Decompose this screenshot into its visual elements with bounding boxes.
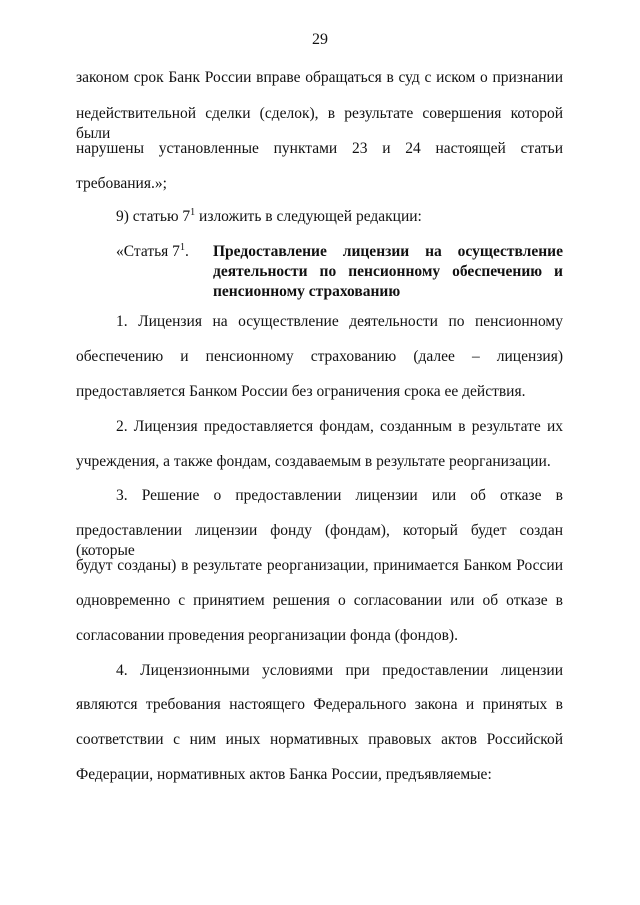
paragraph-line: 2. Лицензия предоставляется фондам, созданным в результате их [116,418,563,435]
paragraph-line: согласовании проведения реорганизации фонда (фондов). [76,627,458,644]
paragraph-line: 1. Лицензия на осуществление деятельности по пенсионному [116,313,563,330]
article-title-line: деятельности по пенсионному обеспечению и [213,263,563,280]
amendment-item-9 [116,207,563,227]
paragraph-line: обеспечению и пенсионному страхованию (далее – лицензия) [76,348,563,365]
paragraph-line: соответствии с ним иных нормативных правовых актов Российской [76,731,563,748]
paragraph-line: будут созданы) в результате реорганизации, принимается Банком России [76,557,563,574]
paragraph-line: учреждения, а также фондам, создаваемым в результате реорганизации. [76,453,551,470]
paragraph-line: одновременно с принятием решения о согласовании или об отказе в [76,592,563,609]
paragraph-line: 3. Решение о предоставлении лицензии или об отказе в [116,487,563,504]
text-line: требования.»; [76,175,167,192]
article-label-end: . [184,243,189,260]
amendment-item-text: изложить в следующей редакции: [195,208,422,225]
article-label [116,242,189,262]
superscript: 1 [179,241,185,253]
article-title-line: Предоставление лицензии на осуществление [213,243,563,260]
amendment-item-text: 9) статью 7 [116,208,191,225]
paragraph-line: предоставлении лицензии фонду (фондам), который будет создан (которые [76,522,563,559]
article-label-text: «Статья 7 [116,243,180,260]
paragraph-line: 4. Лицензионными условиями при предоставлении лицензии [116,662,563,679]
article-title [213,242,563,302]
text-line: законом срок Банк России вправе обращаться в суд с иском о признании [76,69,563,86]
superscript: 1 [190,206,196,218]
paragraph-line: предоставляется Банком России без ограничения срока ее действия. [76,383,526,400]
page-number: 29 [312,31,328,48]
paragraph-line: являются требования настоящего Федерального закона и принятых в [76,696,563,713]
paragraph-line: Федерации, нормативных актов Банка России, предъявляемые: [76,766,492,783]
text-line: недействительной сделки (сделок), в результате совершения которой были [76,105,563,142]
text-line: нарушены установленные пунктами 23 и 24 настоящей статьи [76,140,563,157]
article-title-line: пенсионному страхованию [213,283,401,300]
